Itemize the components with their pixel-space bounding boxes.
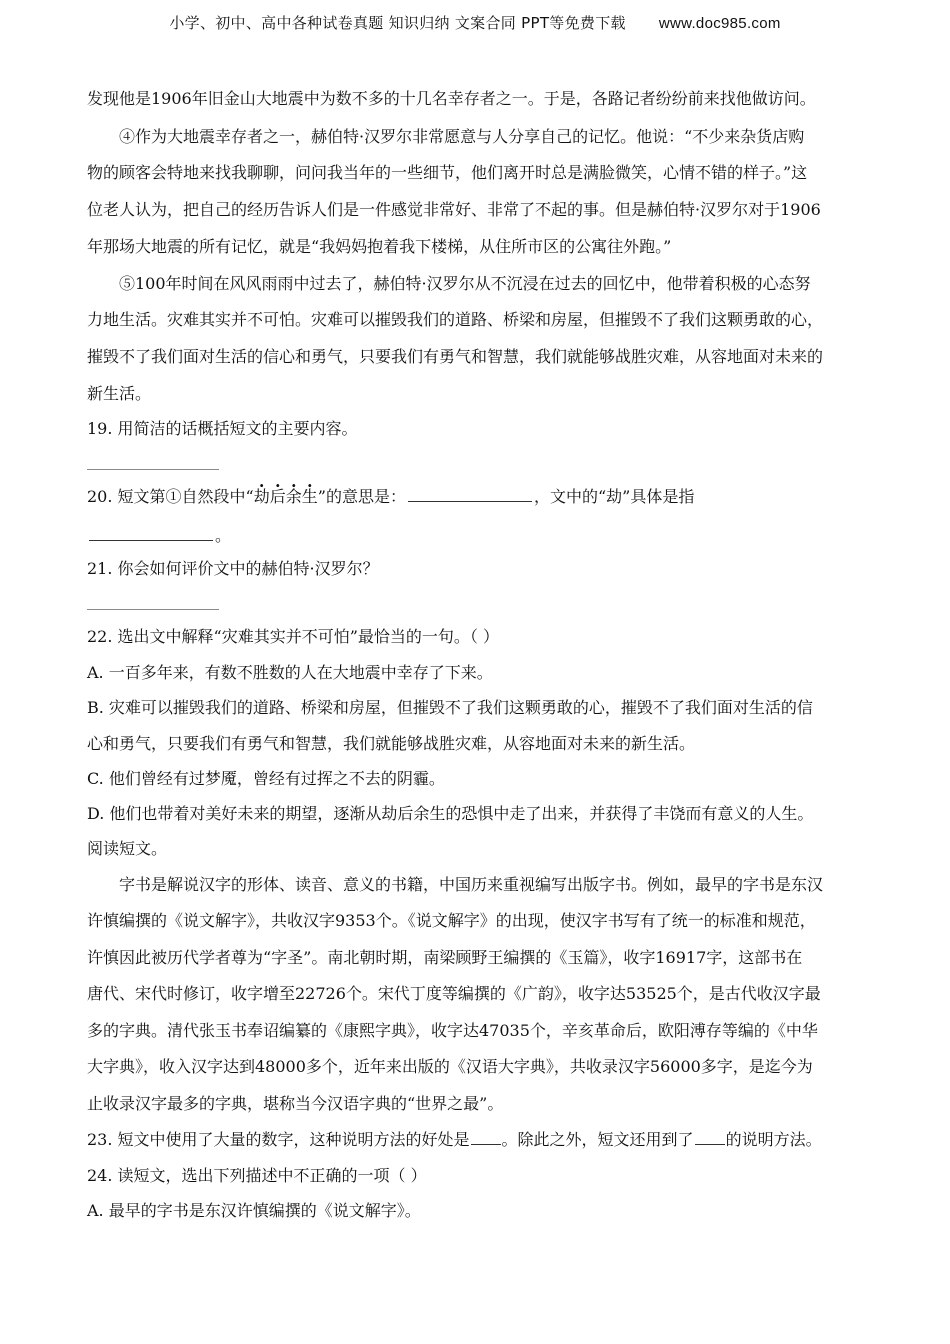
emphasis-char: 后 xyxy=(269,487,286,506)
question-24: 24. 读短文，选出下列描述中不正确的一项（ ） xyxy=(87,1166,427,1185)
q23-part1: 23. 短文中使用了大量的数字，这种说明方法的好处是 xyxy=(87,1130,470,1149)
header-title: 小学、初中、高中各种试卷真题 知识归纳 文案合同 PPT等免费下载 xyxy=(169,14,626,32)
answer-blank-21[interactable] xyxy=(87,609,219,610)
emphasis-char: 劫 xyxy=(253,487,270,506)
q23-part3: 的说明方法。 xyxy=(725,1130,822,1149)
q20-prefix: 20. 短文第①自然段中“ xyxy=(87,487,254,506)
passage2-line3: 许慎因此被历代学者尊为“字圣”。南北朝时期，南梁顾野王编撰的《玉篇》，收字16917字，这部书在 xyxy=(87,948,803,967)
q22-option-c[interactable]: C. 他们曾经有过梦魇，曾经有过挥之不去的阴霾。 xyxy=(87,769,445,788)
passage1-p5-line3: 摧毁不了我们面对生活的信心和勇气，只要我们有勇气和智慧，我们就能够战胜灾难，从容地面对未来的 xyxy=(87,347,824,366)
passage2-line4: 唐代、宋代时修订，收字增至22726个。宋代丁度等编撰的《广韵》，收字达53525个，是古代收汉字最 xyxy=(87,984,821,1003)
passage1-p4-line4: 年那场大地震的所有记忆，就是“我妈妈抱着我下楼梯，从住所市区的公寓往外跑。” xyxy=(87,237,672,256)
q22-option-d[interactable]: D. 他们也带着对美好未来的期望，逐渐从劫后余生的恐惧中走了出来，并获得了丰饶而有意义的人生。 xyxy=(87,804,814,823)
passage2-line5: 多的字典。清代张玉书奉诏编纂的《康熙字典》，收字达47035个，辛亥革命后，欧阳溥存等编的《中华 xyxy=(87,1021,818,1040)
answer-blank-19[interactable] xyxy=(87,469,219,470)
header-site: www.doc985.com xyxy=(658,15,781,32)
emphasis-char: 余 xyxy=(285,487,302,506)
q24-option-a[interactable]: A. 最早的字书是东汉许慎编撰的《说文解字》。 xyxy=(87,1201,421,1220)
answer-blank-23b[interactable] xyxy=(695,1144,725,1145)
q22-option-b-line1[interactable]: B. 灾难可以摧毁我们的道路、桥梁和房屋，但摧毁不了我们这颗勇敢的心，摧毁不了我们面对生活的信 xyxy=(87,698,813,717)
answer-blank-20b[interactable] xyxy=(89,540,213,541)
passage2-line1: 字书是解说汉字的形体、读音、意义的书籍，中国历来重视编写出版字书。例如，最早的字书是东汉 xyxy=(119,875,824,894)
q20-after-blank: ，文中的“劫”具体是指 xyxy=(533,487,695,506)
passage1-p4-line1: ④作为大地震幸存者之一，赫伯特·汉罗尔非常愿意与人分享自己的记忆。他说：“不少来杂货店购 xyxy=(119,127,805,146)
question-23 xyxy=(87,1127,822,1153)
passage1-p5-line2: 力地生活。灾难其实并不可怕。灾难可以摧毁我们的道路、桥梁和房屋，但摧毁不了我们这颗勇敢的心， xyxy=(87,310,824,329)
answer-blank-20a[interactable] xyxy=(408,501,532,502)
question-20 xyxy=(87,484,694,510)
question-21: 21. 你会如何评价文中的赫伯特·汉罗尔？ xyxy=(87,559,379,578)
passage1-p5-line4: 新生活。 xyxy=(87,384,152,403)
q20-middle: ”的意思是： xyxy=(317,487,406,506)
passage2-line7: 止收录汉字最多的字典，堪称当今汉语字典的“世界之最”。 xyxy=(87,1094,504,1113)
page-header xyxy=(0,12,950,33)
passage2-line6: 大字典》，收入汉字达到48000多个，近年来出版的《汉语大字典》，共收录汉字56000多字，是迄今为 xyxy=(87,1057,813,1076)
answer-blank-23a[interactable] xyxy=(471,1144,501,1145)
passage2-line2: 许慎编撰的《说文解字》，共收汉字9353个。《说文解字》的出现，使汉字书写有了统一的标准和规范， xyxy=(87,911,816,930)
q23-part2: 。除此之外，短文还用到了 xyxy=(501,1130,694,1149)
passage2-intro: 阅读短文。 xyxy=(87,839,168,858)
q22-option-a[interactable]: A. 一百多年来，有数不胜数的人在大地震中幸存了下来。 xyxy=(87,663,493,682)
passage1-p4-line2: 物的顾客会特地来找我聊聊，问问我当年的一些细节，他们离开时总是满脸微笑，心情不错的样子。”这 xyxy=(87,163,808,182)
passage1-p5-line1: ⑤100年时间在风风雨雨中过去了，赫伯特·汉罗尔从不沉浸在过去的回忆中，他带着积极的心态努 xyxy=(119,274,811,293)
q20-end: 。 xyxy=(215,526,232,545)
q22-option-b-line2[interactable]: 心和勇气，只要我们有勇气和智慧，我们就能够战胜灾难，从容地面对未来的新生活。 xyxy=(87,734,696,753)
q20-line2 xyxy=(87,523,231,549)
question-19: 19. 用简洁的话概括短文的主要内容。 xyxy=(87,419,358,438)
passage1-p4-line3: 位老人认为，把自己的经历告诉人们是一件感觉非常好、非常了不起的事。但是赫伯特·汉罗尔对于1906 xyxy=(87,200,821,219)
question-22: 22. 选出文中解释“灾难其实并不可怕”最恰当的一句。（ ） xyxy=(87,627,499,646)
passage1-p3-tail: 发现他是1906年旧金山大地震中为数不多的十几名幸存者之一。于是，各路记者纷纷前来找他做访问。 xyxy=(87,89,816,108)
emphasis-char: 生 xyxy=(301,487,318,506)
